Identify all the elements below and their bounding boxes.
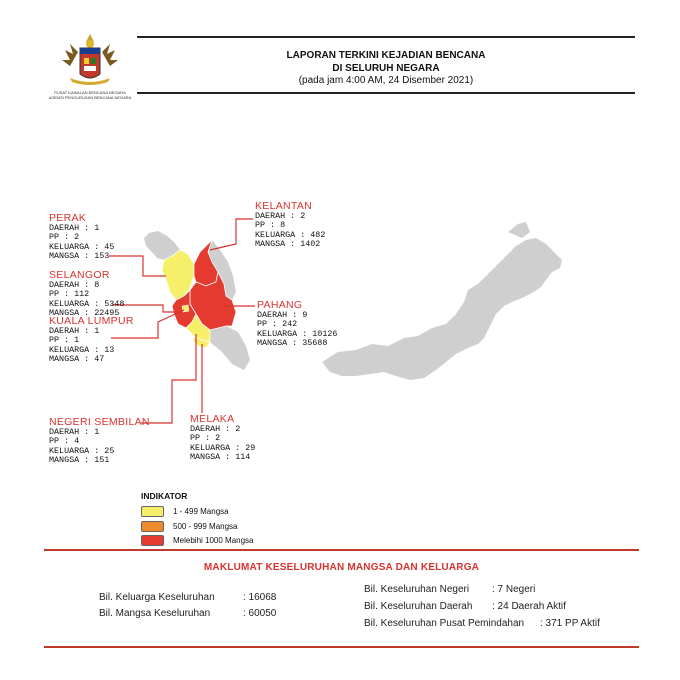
summary-negeri-label: Bil. Keseluruhan Negeri	[364, 584, 470, 595]
legend-label: 500 - 999 Mangsa	[173, 522, 238, 531]
state-name: PAHANG	[257, 299, 303, 311]
state-daerah: DAERAH : 1	[49, 427, 100, 437]
map-region-east-malaysia	[322, 238, 562, 380]
state-mangsa: MANGSA : 153	[49, 250, 110, 261]
leader-negeri-sembilan	[141, 334, 196, 423]
legend-item-medium	[141, 521, 238, 532]
state-name: KUALA LUMPUR	[49, 315, 134, 327]
state-label-pahang	[257, 299, 337, 348]
state-pp: PP : 112	[49, 289, 90, 300]
state-keluarga: KELUARGA : 29	[190, 442, 256, 453]
state-keluarga: KELUARGA : 5348	[49, 298, 125, 309]
state-name: MELAKA	[190, 413, 235, 425]
state-keluarga: KELUARGA : 482	[255, 229, 326, 240]
state-pp: PP : 2	[49, 232, 80, 243]
state-keluarga: KELUARGA : 25	[49, 445, 115, 456]
agency-line-1: PUSAT KAWALAN BENCANA NEGARA	[54, 90, 126, 95]
state-daerah: DAERAH : 8	[49, 280, 100, 290]
state-name: NEGERI SEMBILAN	[49, 416, 150, 428]
state-mangsa: MANGSA : 35688	[257, 337, 328, 348]
state-pp: PP : 2	[190, 433, 221, 444]
state-pp: PP : 242	[257, 319, 298, 330]
state-label-selangor	[49, 269, 124, 318]
legend-item-high	[141, 535, 254, 546]
state-keluarga: KELUARGA : 45	[49, 241, 115, 252]
state-keluarga: KELUARGA : 13	[49, 344, 115, 355]
legend-title: INDIKATOR	[141, 491, 188, 501]
summary-bottom-rule	[44, 646, 639, 648]
state-label-kuala-lumpur	[49, 315, 134, 364]
state-name: PERAK	[49, 212, 87, 224]
state-name: SELANGOR	[49, 269, 110, 281]
state-mangsa: MANGSA : 151	[49, 454, 110, 465]
summary-pp-value: : 371 PP Aktif	[540, 618, 600, 629]
state-name: KELANTAN	[255, 200, 313, 212]
state-daerah: DAERAH : 1	[49, 326, 100, 336]
summary-top-rule	[44, 549, 639, 551]
state-pp: PP : 8	[255, 220, 286, 231]
legend-swatch-orange	[141, 521, 164, 532]
state-keluarga: KELUARGA : 10126	[257, 328, 338, 339]
summary-mangsa-label: Bil. Mangsa Keseluruhan	[99, 608, 211, 619]
legend-item-low	[141, 506, 229, 517]
legend-swatch-yellow	[141, 506, 164, 517]
leader-kelantan	[210, 219, 253, 250]
summary-mangsa-value: : 60050	[243, 608, 277, 619]
report-title-line-2: DI SELURUH NEGARA	[332, 63, 440, 74]
legend-label: Melebihi 1000 Mangsa	[173, 536, 254, 545]
summary-pp-label: Bil. Keseluruhan Pusat Pemindahan	[364, 618, 525, 629]
summary-daerah-value: : 24 Daerah Aktif	[492, 601, 566, 612]
legend-swatch-red	[141, 535, 164, 546]
state-pp: PP : 4	[49, 436, 80, 447]
state-pp: PP : 1	[49, 335, 80, 346]
report-timestamp: (pada jam 4:00 AM, 24 Disember 2021)	[298, 75, 474, 86]
state-label-kelantan	[255, 200, 325, 249]
state-mangsa: MANGSA : 22495	[49, 307, 120, 318]
legend-label: 1 - 499 Mangsa	[173, 507, 229, 516]
state-daerah: DAERAH : 2	[190, 424, 241, 434]
state-label-melaka	[190, 413, 255, 462]
state-mangsa: MANGSA : 114	[190, 451, 251, 462]
state-mangsa: MANGSA : 1402	[255, 238, 321, 249]
report-title-line-1: LAPORAN TERKINI KEJADIAN BENCANA	[286, 50, 486, 61]
state-daerah: DAERAH : 9	[257, 310, 308, 320]
summary-keluarga-label: Bil. Keluarga Keseluruhan	[99, 592, 215, 603]
summary-daerah-label: Bil. Keseluruhan Daerah	[364, 601, 473, 612]
summary-keluarga-value: : 16068	[243, 592, 277, 603]
agency-line-2: AGENSI PENGURUSAN BENCANA NEGARA	[48, 95, 132, 100]
state-label-perak	[49, 212, 114, 261]
map-region-johor	[210, 326, 250, 370]
state-daerah: DAERAH : 2	[255, 211, 306, 221]
state-label-negeri-sembilan	[49, 416, 150, 465]
summary-title: MAKLUMAT KESELURUHAN MANGSA DAN KELUARGA	[203, 562, 480, 573]
state-mangsa: MANGSA : 47	[49, 353, 105, 364]
state-daerah: DAERAH : 1	[49, 223, 100, 233]
summary-negeri-value: : 7 Negeri	[492, 584, 536, 595]
